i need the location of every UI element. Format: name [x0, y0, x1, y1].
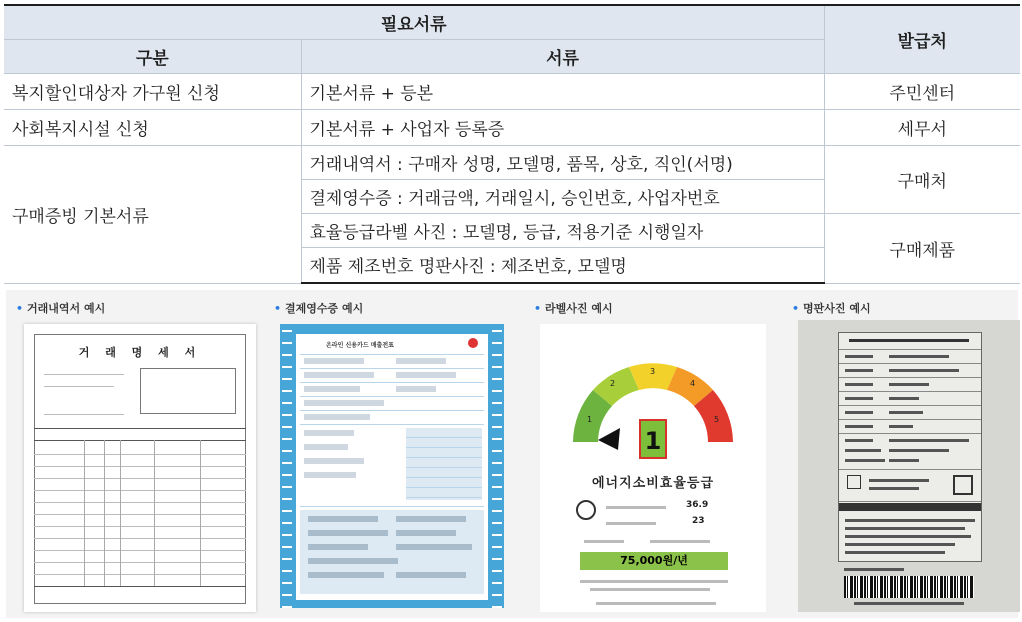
receipt-row [300, 424, 484, 425]
document-cell: 기본서류 + 사업자 등록증 [301, 109, 824, 145]
invoice-line [34, 428, 246, 429]
grade-mark: 2 [610, 379, 616, 388]
invoice-line [34, 502, 246, 503]
nameplate-text [845, 449, 881, 452]
header-category: 구분 [4, 39, 301, 73]
receipt-perforation [282, 324, 292, 608]
receipt-field [304, 458, 364, 464]
invoice-line [34, 454, 246, 455]
energy-label-heading: 에너지소비효율등급 [591, 476, 715, 491]
pointer-icon [598, 428, 620, 450]
bullet-icon: • [274, 302, 282, 315]
label-text-line [606, 522, 656, 525]
invoice-line [34, 586, 246, 587]
label-text-line [596, 602, 716, 605]
nameplate-text [844, 568, 904, 571]
document-cell: 기본서류 + 등본 [301, 73, 824, 109]
document-cell: 결제영수증 : 거래금액, 거래일시, 승인번호, 사업자번호 [301, 179, 824, 213]
invoice-line [44, 414, 124, 415]
nameplate-text [869, 487, 919, 490]
nameplate-row [839, 377, 981, 378]
document-cell: 거래내역서 : 구매자 성명, 모델명, 품목, 상호, 직인(서명) [301, 145, 824, 179]
document-cell: 효율등급라벨 사진 : 모델명, 등급, 적용기준 시행일자 [301, 213, 824, 247]
invoice-line [34, 514, 246, 515]
grade-mark: 4 [690, 379, 696, 388]
invoice-column [200, 440, 201, 586]
receipt-field [304, 472, 356, 478]
receipt-sample-title: • 결제영수증 예시 [274, 302, 364, 315]
grade-mark: 3 [650, 367, 656, 376]
receipt-field [396, 386, 436, 392]
nameplate-text [845, 397, 873, 400]
invoice-line [34, 490, 246, 491]
nameplate-row [839, 501, 981, 502]
bullet-icon: • [792, 302, 800, 315]
receipt-field [308, 516, 378, 522]
receipt-field [396, 544, 472, 550]
receipt-row [300, 396, 484, 397]
nameplate-text [845, 543, 955, 546]
invoice-line [34, 478, 246, 479]
invoice-column [120, 440, 121, 586]
label-text-line [580, 580, 728, 583]
receipt-field [308, 572, 384, 578]
nameplate-row [839, 433, 981, 434]
selected-grade: 1 [644, 427, 662, 455]
grade-mark: 1 [587, 415, 593, 424]
bullet-icon: • [16, 302, 24, 315]
nameplate-service-bar [839, 503, 981, 511]
nameplate-row [839, 363, 981, 364]
header-issuer: 발급처 [824, 5, 1020, 73]
nameplate-sample-title: • 명판사진 예시 [792, 302, 871, 315]
invoice-column [84, 440, 85, 586]
nameplate-text [845, 439, 873, 442]
nameplate-text [854, 602, 964, 605]
table-row [4, 73, 1020, 109]
label-sample-title: • 라벨사진 예시 [534, 302, 613, 315]
grade-mark: 5 [714, 415, 720, 424]
nameplate-text [869, 479, 929, 482]
invoice-line [34, 466, 246, 467]
header-documents: 서류 [301, 39, 824, 73]
issuer-cell: 세무서 [824, 109, 1020, 145]
invoice-stamp-box [140, 368, 236, 414]
label-text-line [606, 506, 666, 509]
header-required-documents: 필요서류 [4, 5, 824, 39]
receipt-amount-grid [406, 428, 482, 500]
category-cell: 사회복지시설 신청 [4, 109, 301, 145]
receipt-paper [296, 334, 488, 600]
annual-cost-bar: 75,000원/년 [580, 552, 728, 570]
label-value: 23 [692, 516, 705, 526]
nameplate-text [889, 369, 959, 372]
invoice-column [154, 440, 155, 586]
invoice-sample-title: • 거래내역서 예시 [16, 302, 106, 315]
barcode [844, 576, 974, 598]
issuer-cell: 주민센터 [824, 73, 1020, 109]
nameplate-text [845, 519, 975, 522]
receipt-field [304, 372, 374, 378]
logo-icon [468, 338, 478, 348]
receipt-field [304, 400, 384, 406]
receipt-field [304, 430, 354, 436]
nameplate-text [845, 411, 873, 414]
nameplate-text [845, 425, 873, 428]
receipt-row [300, 368, 484, 369]
receipt-field [304, 444, 348, 450]
receipt-merchant-block [300, 510, 484, 594]
sample-images-panel [6, 290, 1018, 618]
label-text-line [590, 588, 710, 591]
nameplate-text [889, 355, 949, 358]
category-cell: 복지할인대상자 가구원 신청 [4, 73, 301, 109]
nameplate-text [889, 383, 929, 386]
nameplate-image [798, 320, 1020, 612]
nameplate-text [889, 411, 923, 414]
nameplate-text [889, 425, 913, 428]
receipt-perforation [492, 324, 502, 608]
label-value: 36.9 [686, 500, 709, 510]
receipt-sample-image [280, 324, 504, 608]
invoice-line [34, 550, 246, 551]
nameplate-row [839, 405, 981, 406]
nameplate-text [845, 383, 873, 386]
nameplate-row [839, 419, 981, 420]
invoice-line [34, 526, 246, 527]
invoice-line [34, 440, 246, 441]
nameplate-text [845, 527, 965, 530]
nameplate-text [889, 439, 969, 442]
invoice-line [44, 374, 124, 375]
nameplate-text [845, 355, 873, 358]
nameplate-text [845, 459, 885, 462]
receipt-field [396, 358, 446, 364]
recycle-mark-icon [953, 475, 973, 495]
invoice-doc-heading: 거 래 명 세 서 [78, 346, 202, 359]
nameplate-row [839, 349, 981, 350]
energy-label-image [540, 324, 766, 612]
invoice-line [34, 574, 246, 575]
document-cell: 제품 제조번호 명판사진 : 제조번호, 모델명 [301, 247, 824, 283]
nameplate-text [889, 449, 949, 452]
kc-mark-icon [576, 500, 596, 520]
receipt-field [308, 544, 368, 550]
receipt-row [300, 506, 484, 507]
issuer-cell: 구매제품 [824, 213, 1020, 283]
label-text-line [650, 540, 710, 543]
invoice-line [34, 538, 246, 539]
receipt-field [304, 386, 360, 392]
bullet-icon: • [534, 302, 542, 315]
receipt-field [304, 414, 370, 420]
nameplate-panel [838, 332, 982, 562]
invoice-column [104, 440, 105, 586]
receipt-doc-heading: 온라인 신용카드 매출전표 [326, 342, 394, 349]
category-cell: 구매증빙 기본서류 [4, 145, 301, 283]
invoice-line [34, 562, 246, 563]
receipt-field [396, 372, 456, 378]
receipt-field [304, 358, 364, 364]
receipt-row [300, 382, 484, 383]
receipt-row [300, 354, 484, 355]
receipt-field [308, 558, 398, 564]
nameplate-row [839, 391, 981, 392]
receipt-field [308, 530, 388, 536]
receipt-field [396, 530, 456, 536]
nameplate-text [849, 339, 969, 342]
required-documents-table [4, 4, 1020, 284]
table-row [4, 109, 1020, 145]
nameplate-text [889, 459, 919, 462]
table-row [4, 145, 1020, 179]
receipt-row [300, 410, 484, 411]
nameplate-text [845, 369, 873, 372]
certification-mark-icon [847, 475, 861, 489]
efficiency-gauge [540, 324, 766, 474]
receipt-field [396, 572, 466, 578]
nameplate-row [839, 469, 981, 470]
nameplate-text [889, 397, 919, 400]
issuer-cell: 구매처 [824, 145, 1020, 213]
receipt-field [396, 516, 466, 522]
label-text-line [584, 540, 624, 543]
invoice-sample-image [24, 324, 256, 612]
nameplate-text [845, 535, 971, 538]
nameplate-text [845, 551, 945, 554]
invoice-line [44, 386, 114, 387]
